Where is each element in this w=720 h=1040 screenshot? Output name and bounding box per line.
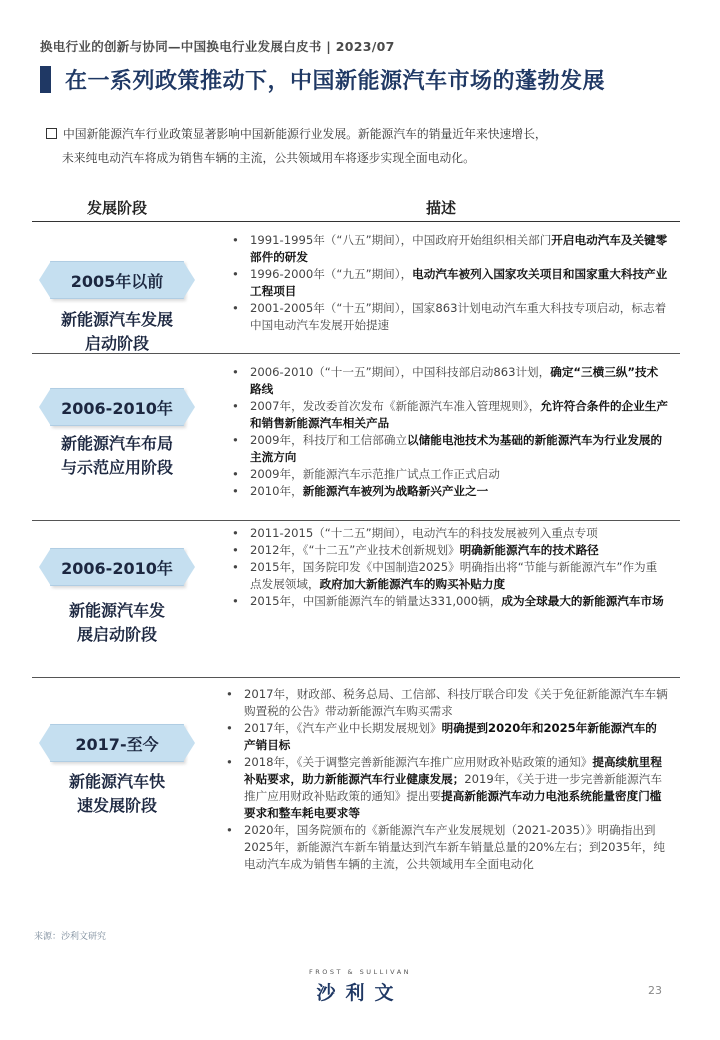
- list-item: • 2009年，新能源汽车示范推广试点工作正式启动: [230, 466, 668, 483]
- source-note: 来源：沙利文研究: [34, 932, 107, 942]
- page-title-block: [40, 64, 605, 94]
- list-item: • 2018年，《关于调整完善新能源汽车推广应用财政补贴政策的通知》提高续航里程补贴要求，助力新能源汽车行业健康发展；2019年，《关于进一步完善新能源汽车推广应用财政补贴政策的通知》提出要提高新能源汽车动力电池系统能量密度门槛要求和整车耗电要求等: [224, 754, 668, 822]
- intro-line-1: 中国新能源汽车行业政策显著影响中国新能源行业发展。新能源汽车的销量近年来快速增长，: [63, 127, 547, 141]
- footer-logo: [0, 968, 720, 1005]
- logo-english: FROST & SULLIVAN: [308, 968, 412, 976]
- stage-name: 新能源汽车发展 启动阶段: [60, 310, 173, 353]
- list-item: • 2009年，科技厅和工信部确立以储能电池技术为基础的新能源汽车为行业发展的主流方向: [230, 432, 668, 466]
- column-header-stage: 发展阶段: [86, 198, 147, 217]
- list-item: • 2020年，国务院颁布的《新能源汽车产业发展规划（2021-2035）》明确指出到2025年，新能源汽车新车销量达到汽车新车销量总量的20%左右；到2035年，纯电动汽车成为销售车辆的主流，公共领域用车全面电动化: [224, 822, 668, 873]
- list-item: • 2015年，中国新能源汽车的销量达331,000辆，成为全球最大的新能源汽车市场: [230, 593, 668, 610]
- stage-badge: 2006-2010年: [50, 548, 184, 586]
- page-number: 23: [648, 984, 662, 997]
- list-item: • 2010年，新能源汽车被列为战略新兴产业之一: [230, 483, 668, 500]
- column-header-description: 描述: [425, 198, 456, 217]
- policy-timeline-table: [32, 193, 680, 928]
- page-title: 在一系列政策推动下，中国新能源汽车市场的蓬勃发展: [65, 68, 606, 94]
- list-item: • 2011-2015（“十二五”期间），电动汽车的科技发展被列入重点专项: [230, 525, 668, 542]
- stage-badge: 2006-2010年: [50, 388, 184, 426]
- table-row: [32, 222, 680, 354]
- list-item: • 2015年，国务院印发《中国制造2025》明确指出将“节能与新能源汽车”作为重点发展领域，政府加大新能源汽车的购买补贴力度: [230, 559, 668, 593]
- table-header: [32, 193, 680, 222]
- checkbox-bullet-icon: [46, 128, 57, 139]
- list-item: • 2001-2005年（“十五”期间），国家863计划电动汽车重大科技专项启动，标志着中国电动汽车发展开始提速: [230, 300, 668, 334]
- list-item: • 1991-1995年（“八五”期间），中国政府开始组织相关部门开启电动汽车及关键零部件的研发: [230, 232, 668, 266]
- list-item: • 2017年，《汽车产业中长期发展规划》明确提到2020年和2025年新能源汽车的产销目标: [224, 720, 668, 754]
- list-item: • 2012年，《“十二五”产业技术创新规划》明确新能源汽车的技术路径: [230, 542, 668, 559]
- title-accent-bar: [40, 66, 51, 93]
- stage-name: 新能源汽车布局 与示范应用阶段: [60, 434, 173, 477]
- list-item: • 2007年，发改委首次发布《新能源汽车准入管理规则》，允许符合条件的企业生产和销售新能源汽车相关产品: [230, 398, 668, 432]
- intro-paragraph: [46, 122, 682, 170]
- list-item: • 1996-2000年（“九五”期间），电动汽车被列入国家攻关项目和国家重大科技产业工程项目: [230, 266, 668, 300]
- table-row: [32, 354, 680, 521]
- logo-chinese: 沙利文: [316, 982, 404, 1004]
- table-row: [32, 678, 680, 928]
- running-header: 换电行业的创新与协同—中国换电行业发展白皮书 | 2023/07: [40, 39, 395, 54]
- stage-name: 新能源汽车发 展启动阶段: [68, 601, 165, 644]
- list-item: • 2017年，财政部、税务总局、工信部、科技厅联合印发《关于免征新能源汽车车辆购置税的公告》带动新能源汽车购买需求: [224, 686, 668, 720]
- list-item: • 2006-2010（“十一五”期间），中国科技部启动863计划，确定“三横三纵”技术路线: [230, 364, 668, 398]
- stage-badge: 2005年以前: [50, 261, 184, 299]
- stage-name: 新能源汽车快 速发展阶段: [68, 772, 165, 815]
- table-row: [32, 521, 680, 678]
- stage-badge: 2017-至今: [50, 724, 184, 762]
- intro-line-2: 未来纯电动汽车将成为销售车辆的主流，公共领域用车将逐步实现全面电动化。: [62, 151, 475, 165]
